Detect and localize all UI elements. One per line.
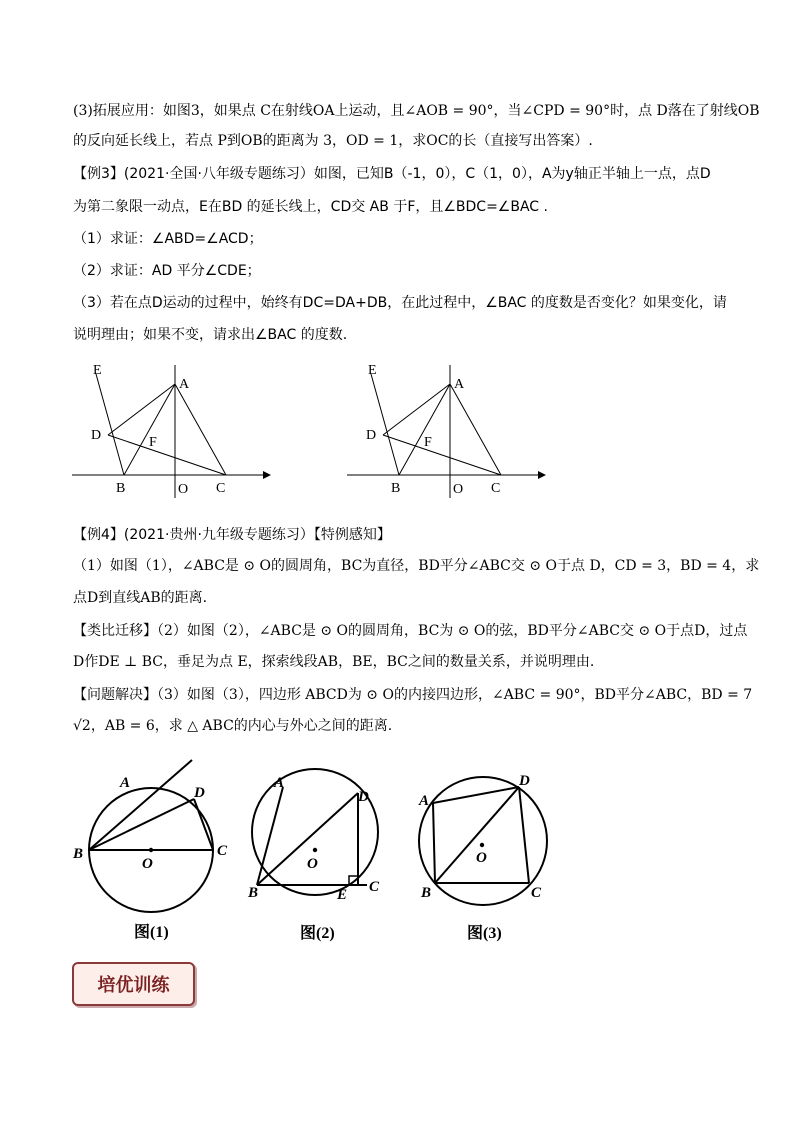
text-line-13: D作DE ⊥ BC，垂足为点 E，探索线段AB，BE，BC之间的数量关系，并说明理由. xyxy=(73,654,595,670)
example3-figure-left xyxy=(68,360,278,500)
label-A: A xyxy=(120,775,131,791)
figure-1 xyxy=(68,755,248,945)
x-axis-arrow xyxy=(538,471,546,479)
figure-3 xyxy=(413,765,573,945)
text-line-12: 【类比迁移】（2）如图（2），∠ABC是 ⊙ O的圆周角，BC为 ⊙ O的弦，BD平分∠ABC交 ⊙ O于点D，过点 xyxy=(73,623,748,639)
label-B: B xyxy=(73,846,84,862)
segment-DA xyxy=(383,384,450,435)
caption-fig1: 图(1) xyxy=(134,924,169,941)
label-O: O xyxy=(142,856,153,872)
label-A: A xyxy=(454,377,465,392)
segment-BE xyxy=(96,374,124,475)
label-O: O xyxy=(178,482,189,497)
center-dot xyxy=(480,843,484,847)
caption-fig2: 图(2) xyxy=(300,925,335,942)
section-title: 培优训练 xyxy=(97,975,170,996)
question-1: （1）求证：∠ABD=∠ACD； xyxy=(73,231,263,247)
text-line-2: 的反向延长线上，若点 P到OB的距离为 3，OD = 1，求OC的长（直接写出答案）. xyxy=(73,133,593,149)
text-line-11: 点D到直线AB的距离. xyxy=(73,590,208,606)
label-E: E xyxy=(93,363,102,378)
question-2: （2）求证：AD 平分∠CDE； xyxy=(73,263,261,279)
chord-DC xyxy=(519,787,529,883)
center-dot xyxy=(313,848,317,852)
label-B: B xyxy=(248,885,259,901)
label-D: D xyxy=(91,428,102,443)
text-line-8: 说明理由；如果不变，请求出∠BAC 的度数. xyxy=(73,327,348,343)
text-line-14: 【问题解决】（3）如图（3），四边形 ABCD为 ⊙ O的内接四边形，∠ABC = 90°，BD平分∠ABC，BD = 7 xyxy=(73,687,753,703)
label-F: F xyxy=(149,435,157,450)
segment-AC xyxy=(450,384,501,475)
label-E: E xyxy=(368,363,377,378)
label-E: E xyxy=(337,887,348,903)
segment-DC xyxy=(383,435,501,475)
label-C: C xyxy=(369,879,380,895)
center-dot xyxy=(149,848,153,852)
label-D: D xyxy=(366,428,377,443)
label-C: C xyxy=(531,885,542,901)
circle-O xyxy=(419,777,547,905)
segment-BA xyxy=(399,384,450,475)
text-line-10: （1）如图（1），∠ABC是 ⊙ O的圆周角，BC为直径，BD平分∠ABC交 ⊙ O于点 D，CD = 3，BD = 4，求 xyxy=(73,558,760,574)
label-O: O xyxy=(453,482,464,497)
label-D: D xyxy=(194,785,205,801)
segment-DC xyxy=(108,435,226,475)
chord-BA xyxy=(433,803,435,883)
label-D: D xyxy=(519,773,530,789)
label-B: B xyxy=(391,481,401,496)
section-title-box xyxy=(72,962,195,1006)
label-O: O xyxy=(476,850,487,866)
text-line-1: (3)拓展应用：如图3，如果点 C在射线OA上运动，且∠AOB = 90°，当∠CPD = 90°时，点 D落在了射线OB xyxy=(73,103,760,119)
figure-2 xyxy=(243,765,403,945)
x-axis-arrow xyxy=(263,471,271,479)
example3-heading: 【例3】(2021·全国·八年级专题练习）如图，已知B（-1，0），C（1，0），A为y轴正半轴上一点，点D xyxy=(73,166,711,182)
chord-DC xyxy=(194,799,213,850)
chord-BD xyxy=(89,799,194,850)
label-C: C xyxy=(491,481,501,496)
segment-AC xyxy=(175,384,226,475)
example4-heading: 【例4】(2021·贵州·九年级专题练习）【特例感知】 xyxy=(73,527,391,543)
label-C: C xyxy=(216,481,226,496)
chord-BD xyxy=(435,787,519,883)
text-line-15: √2，AB = 6，求 △ ABC的内心与外心之间的距离. xyxy=(73,718,393,734)
ray-BA xyxy=(89,760,192,850)
label-A: A xyxy=(419,793,430,809)
label-A: A xyxy=(179,377,190,392)
caption-fig3: 图(3) xyxy=(467,925,502,942)
segment-DA xyxy=(108,384,175,435)
label-B: B xyxy=(116,481,126,496)
label-F: F xyxy=(424,435,432,450)
example3-figure-right xyxy=(343,360,553,500)
segment-BA xyxy=(124,384,175,475)
label-O: O xyxy=(307,856,318,872)
label-A: A xyxy=(274,775,285,791)
question-3: （3）若在点D运动的过程中，始终有DC=DA+DB，在此过程中，∠BAC 的度数是否变化？如果变化，请 xyxy=(73,295,727,311)
text-line-4: 为第二象限一动点，E在BD 的延长线上，CD交 AB 于F，且∠BDC=∠BAC . xyxy=(73,199,548,215)
label-D: D xyxy=(358,789,369,805)
label-C: C xyxy=(217,843,228,859)
label-B: B xyxy=(421,885,432,901)
segment-BE xyxy=(371,374,399,475)
